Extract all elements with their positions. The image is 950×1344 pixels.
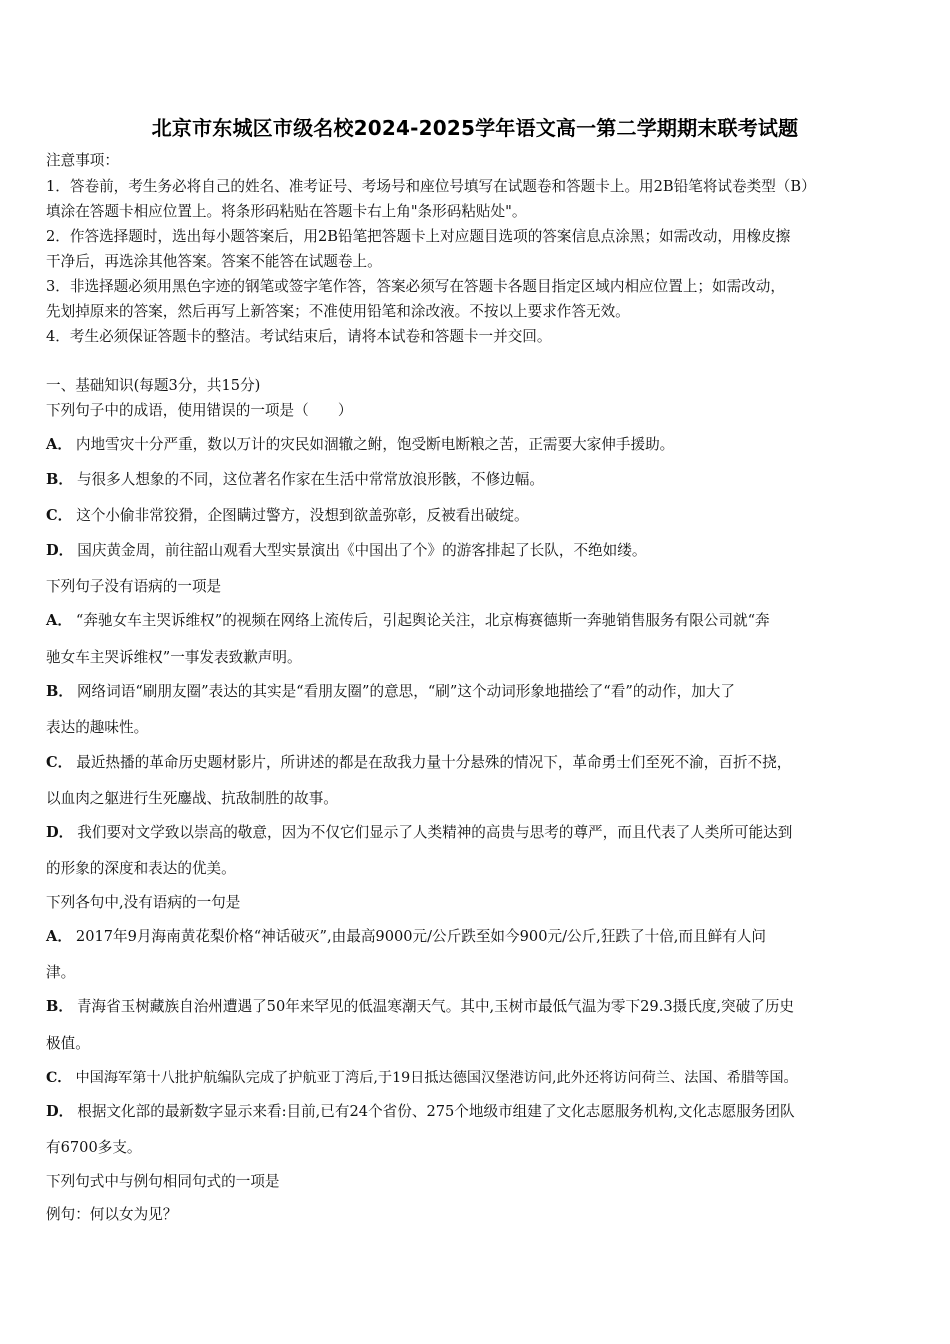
section-heading: 一、基础知识(每题3分，共15分) (46, 377, 261, 394)
option-text: “奔驰女车主哭诉维权”的视频在网络上流传后，引起舆论关注，北京梅赛德斯一奔驰销售服务有限公司就“奔 (75, 612, 770, 629)
notice-line: 2．作答选择题时，选出每小题答案后，用2B铅笔把答题卡上对应题目选项的答案信息点涂黑；如需改动，用橡皮擦 (46, 228, 791, 245)
option-d (46, 541, 646, 561)
option-a (46, 435, 674, 455)
option-label: D． (46, 824, 74, 841)
notice-heading: 注意事项： (46, 152, 119, 169)
page-title: 北京市东城区市级名校2024-2025学年语文高一第二学期期末联考试题 (151, 116, 799, 140)
option-label: C． (46, 754, 73, 771)
option-label: B． (46, 471, 73, 488)
option-text: 青海省玉树藏族自治州遭遇了50年来罕见的低温寒潮天气。其中,玉树市最低气温为零下29.3摄氏度,突破了历史 (76, 998, 795, 1015)
option-text: 最近热播的革命历史题材影片，所讲述的都是在敌我力量十分悬殊的情况下，革命勇士们至死不渝，百折不挠， (76, 754, 792, 771)
option-text: 我们要对文学致以崇高的敬意，因为不仅它们显示了人类精神的高贵与思考的尊严，而且代表了人类所可能达到 (77, 824, 793, 841)
option-d (46, 1102, 795, 1122)
notice-line: 填涂在答题卡相应位置上。将条形码粘贴在答题卡右上角"条形码粘贴处"。 (46, 203, 527, 220)
option-label: C． (46, 507, 73, 524)
option-label: A． (46, 612, 72, 629)
notice-line: 3．非选择题必须用黑色字迹的钢笔或签字笔作答，答案必须写在答题卡各题目指定区域内相应位置上；如需改动， (46, 278, 785, 295)
option-b (46, 470, 544, 490)
option-text: 这个小偷非常狡猾，企图瞒过警方，没想到欲盖弥彰，反被看出破绽。 (76, 507, 529, 524)
option-d-cont: 有6700多支。 (46, 1139, 142, 1156)
notice-line: 先划掉原来的答案，然后再写上新答案；不准使用铅笔和涂改液。不按以上要求作答无效。 (46, 303, 630, 320)
option-b-cont: 极值。 (46, 1035, 90, 1052)
question-stem: 下列句子没有语病的一项是 (46, 578, 222, 595)
option-a (46, 927, 766, 947)
option-label: B． (46, 998, 73, 1015)
option-text: 内地雪灾十分严重，数以万计的灾民如涸辙之鲋，饱受断电断粮之苦，正需要大家伸手援助。 (75, 436, 675, 453)
option-label: D． (46, 1103, 74, 1120)
option-c (46, 1068, 798, 1088)
option-text: 根据文化部的最新数字显示来看:目前,已有24个省份、275个地级市组建了文化志愿服务机构,文化志愿服务团队 (77, 1103, 795, 1120)
option-c-cont: 以血肉之躯进行生死鏖战、抗敌制胜的故事。 (46, 790, 338, 807)
example-sentence: 例句：何以女为见？ (46, 1206, 178, 1223)
question-stem: 下列句子中的成语，使用错误的一项是（ ） (46, 402, 353, 419)
notice-line: 4．考生必须保证答题卡的整洁。考试结束后，请将本试卷和答题卡一并交回。 (46, 328, 552, 345)
option-a-cont: 津。 (46, 964, 76, 981)
option-label: A． (46, 436, 72, 453)
notice-line: 干净后，再选涂其他答案。答案不能答在试题卷上。 (46, 253, 382, 270)
option-a (46, 611, 770, 631)
option-label: C． (46, 1070, 72, 1086)
option-d (46, 823, 792, 843)
option-b-cont: 表达的趣味性。 (46, 719, 149, 736)
option-text: 与很多人想象的不同，这位著名作家在生活中常常放浪形骸，不修边幅。 (76, 471, 544, 488)
question-stem: 下列句式中与例句相同句式的一项是 (46, 1173, 280, 1190)
option-label: B． (46, 683, 73, 700)
option-text: 2017年9月海南黄花梨价格“神话破灭”,由最高9000元/公斤跌至如今900元/公斤,狂跌了十倍,而且鲜有人问 (75, 928, 766, 945)
option-text: 国庆黄金周，前往韶山观看大型实景演出《中国出了个》的游客排起了长队，不绝如缕。 (77, 542, 647, 559)
option-text: 中国海军第十八批护航编队完成了护航亚丁湾后,于19日抵达德国汉堡港访问,此外还将访问荷兰、法国、希腊等国。 (75, 1070, 798, 1086)
option-text: 网络词语“刷朋友圈”表达的其实是“看朋友圈”的意思，“刷”这个动词形象地描绘了“看”的动作，加大了 (76, 683, 735, 700)
option-label: D． (46, 542, 74, 559)
option-c (46, 506, 529, 526)
question-stem: 下列各句中,没有语病的一句是 (46, 894, 241, 911)
option-c (46, 753, 791, 773)
option-a-cont: 驰女车主哭诉维权”一事发表致歉声明。 (46, 649, 302, 666)
option-b (46, 997, 794, 1017)
option-b (46, 682, 735, 702)
option-d-cont: 的形象的深度和表达的优美。 (46, 860, 236, 877)
option-label: A． (46, 928, 72, 945)
notice-line: 1．答卷前，考生务必将自己的姓名、准考证号、考场号和座位号填写在试题卷和答题卡上。用2B铅笔将试卷类型（B） (46, 178, 816, 195)
